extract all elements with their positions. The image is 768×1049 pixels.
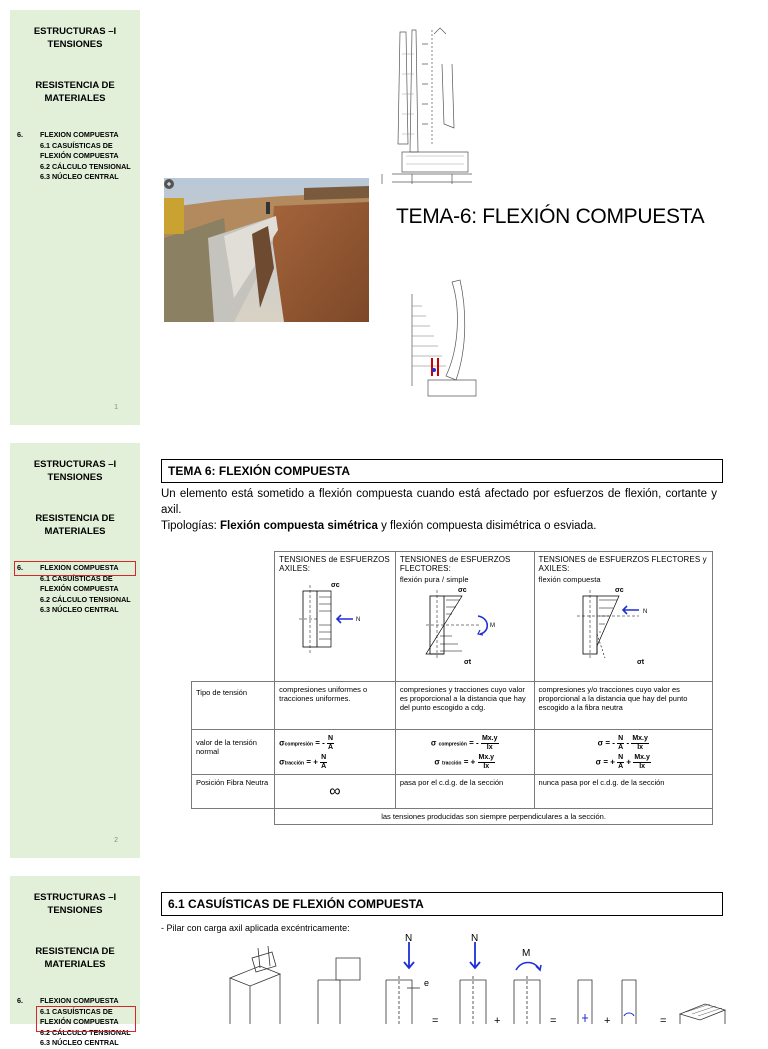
plus-sign: + <box>494 1015 501 1027</box>
toc-item[interactable]: FLEXION COMPUESTA <box>40 130 119 139</box>
subject-title: RESISTENCIA DE MATERIALES <box>35 80 115 104</box>
row-label-tipo: Tipo de tensión <box>192 682 275 730</box>
section-heading: 6.1 CASUÍSTICAS DE FLEXIÓN COMPUESTA <box>161 892 723 916</box>
toc-item[interactable]: 6.2 CÁLCULO TENSIONAL <box>40 594 131 604</box>
slide-2 <box>10 443 758 858</box>
axial-stress-diagram <box>279 579 379 659</box>
cell-valor-flectores: σ compresión = - $\frac{Mx.y}{Ix}$ σ tracción = + $\frac{Mx.y}{Ix}$ <box>395 730 534 775</box>
plus-sign: + <box>604 1015 611 1027</box>
toc-item[interactable]: 6.1 CASUÍSTICAS DE FLEXIÓN COMPUESTA <box>40 573 119 593</box>
svg-text:M: M <box>489 623 495 629</box>
cell-posicion-combined: nunca pasa por el c.d.g. de la sección <box>534 775 712 809</box>
toc-number: 6. <box>17 563 23 572</box>
col-header-axiles: TENSIONES de ESFUERZOS AXILES: σc N <box>275 552 396 682</box>
case-subtitle: - Pilar con carga axil aplicada excéntricamente: <box>161 923 350 933</box>
page-number: 1 <box>114 404 118 411</box>
tension-comparison-table <box>191 551 713 825</box>
toc-item[interactable]: 6.1 CASUÍSTICAS DE FLEXIÓN COMPUESTA <box>40 140 119 160</box>
sidebar <box>10 443 140 858</box>
equals-sign: = <box>660 1015 667 1027</box>
toc-item[interactable]: 6.3 NÚCLEO CENTRAL <box>40 1038 119 1047</box>
toc-current-highlight <box>14 561 136 576</box>
svg-text:σt: σt <box>463 659 471 666</box>
combined-stress-diagram <box>539 586 689 666</box>
slide-3 <box>10 876 758 1047</box>
section-heading: TEMA 6: FLEXIÓN COMPUESTA <box>161 459 723 483</box>
svg-text:σc: σc <box>331 582 340 589</box>
equals-sign: = <box>550 1015 557 1027</box>
sidebar <box>10 876 140 1047</box>
course-title: ESTRUCTURAS –I TENSIONES <box>33 26 117 50</box>
svg-text:σc: σc <box>614 587 624 594</box>
svg-text:N: N <box>642 609 647 615</box>
subject-title: RESISTENCIA DE MATERIALES <box>35 513 115 537</box>
toc-number: 6. <box>17 996 23 1005</box>
svg-text:N: N <box>356 617 361 623</box>
label-n1: N <box>405 933 413 944</box>
svg-text:σt: σt <box>636 659 644 666</box>
slide-1 <box>10 10 758 425</box>
toc-item[interactable]: 6.2 CÁLCULO TENSIONAL <box>40 1027 131 1037</box>
toc-item[interactable]: 6.2 CÁLCULO TENSIONAL <box>40 161 131 171</box>
course-title: ESTRUCTURAS –I TENSIONES <box>33 892 117 916</box>
equals-sign: = <box>432 1015 439 1027</box>
intro-paragraph: Un elemento está sometido a flexión compuesta cuando está afectado por esfuerzos de flexión, cortante y axil. <box>161 488 717 516</box>
typology-bold: Flexión compuesta simétrica <box>220 520 378 532</box>
cell-valor-combined: σ = - $\frac{N}{A}$ - $\frac{Mx.y}{Ix}$ σ = + $\frac{N}{A}$ + $\frac{Mx.y}{Ix}$ <box>534 730 712 775</box>
wall-pressure-diagram <box>402 276 482 406</box>
table-footer: las tensiones producidas son siempre perpendiculares a la sección. <box>275 809 713 825</box>
col-header-flectores-axiles: TENSIONES de ESFUERZOS FLECTORES y AXILES: flexión compuesta σc N σt <box>534 552 712 682</box>
toc-number: 6. <box>17 130 23 139</box>
toc-item[interactable]: FLEXION COMPUESTA <box>40 996 119 1005</box>
page-number: 2 <box>114 837 118 844</box>
cell-tipo-combined: compresiones y/o tracciones cuyo valor es proporcional a la distancia que hay del punto escogido a la fibra neutra <box>534 682 712 730</box>
slide-title: TEMA-6: FLEXIÓN COMPUESTA <box>396 205 705 228</box>
cell-tipo-flectores: compresiones y tracciones cuyo valor es proporcional a la distancia que hay del punto escogido a cdg. <box>395 682 534 730</box>
cell-posicion-axiles: ∞ <box>275 775 396 809</box>
toc-item[interactable]: 6.1 CASUÍSTICAS DE FLEXIÓN COMPUESTA <box>40 1006 119 1026</box>
cell-posicion-flectores: pasa por el c.d.g. de la sección <box>395 775 534 809</box>
sidebar <box>10 10 140 425</box>
subject-title: RESISTENCIA DE MATERIALES <box>35 946 115 970</box>
toc-item[interactable]: 6.3 NÚCLEO CENTRAL <box>40 172 119 181</box>
svg-text:σc: σc <box>457 587 467 594</box>
label-m: M <box>522 948 531 959</box>
construction-photo <box>164 178 369 322</box>
col-header-flectores: TENSIONES de ESFUERZOS FLECTORES: flexión pura / simple σc σt M <box>395 552 534 682</box>
course-title: ESTRUCTURAS –I TENSIONES <box>33 459 117 483</box>
label-e: e <box>424 978 430 988</box>
cell-tipo-axiles: compresiones uniformes o tracciones uniformes. <box>275 682 396 730</box>
label-n2: N <box>471 933 479 944</box>
toc-item[interactable]: 6.3 NÚCLEO CENTRAL <box>40 605 119 614</box>
toc-item[interactable]: FLEXION COMPUESTA <box>40 563 119 572</box>
typology-paragraph: Tipologías: Flexión compuesta simétrica y flexión compuesta disimétrica o esviada. <box>161 520 597 532</box>
row-label-posicion: Posición Fibra Neutra <box>192 775 275 809</box>
eccentric-column-diagram <box>210 933 730 1027</box>
cell-valor-axiles: σcompresión = - $\frac{N}{A}$ σtracción = + $\frac{N}{A}$ <box>275 730 396 775</box>
bending-stress-diagram <box>400 586 520 666</box>
toc-current-highlight <box>36 1006 136 1032</box>
row-label-valor: valor de la tensión normal <box>192 730 275 775</box>
retaining-wall-section-drawing <box>372 24 482 189</box>
